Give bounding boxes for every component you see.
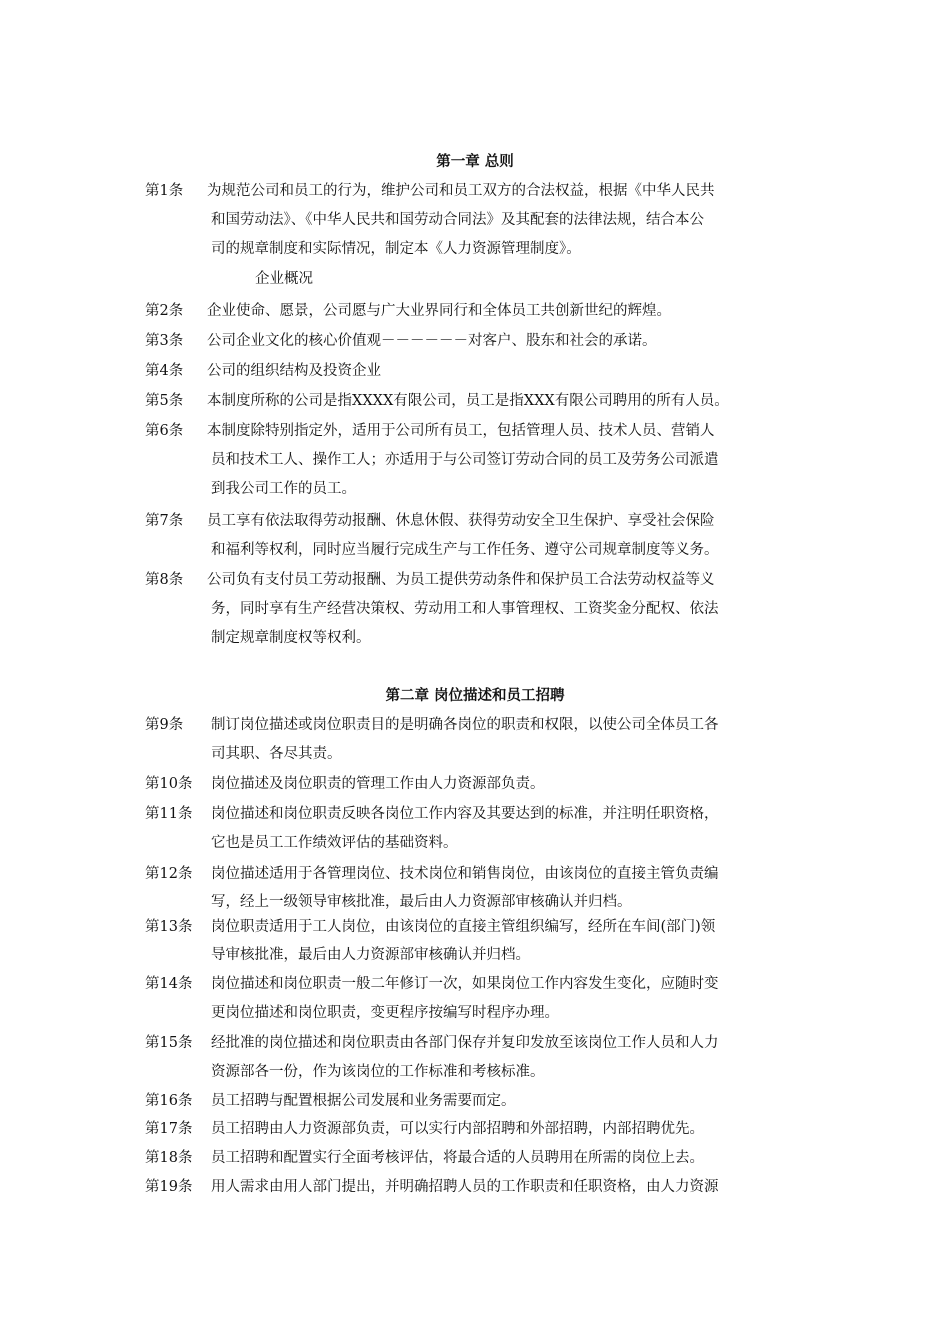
article-text-line: 员工招聘和配置实行全面考核评估，将最合适的人员聘用在所需的岗位上去。 [211,1150,704,1166]
article-text-line: 写，经上一级领导审核批准，最后由人力资源部审核确认并归档。 [211,894,632,910]
article-number: 第8条 [145,572,184,588]
article-text-line: 岗位描述适用于各管理岗位、技术岗位和销售岗位，由该岗位的直接主管负责编 [211,866,719,882]
chapter-2-title: 第二章 岗位描述和员工招聘 [385,687,565,704]
article-text-line: 岗位描述及岗位职责的管理工作由人力资源部负责。 [211,776,545,792]
article-number: 第2条 [145,303,184,319]
article-text-line: 岗位描述和岗位职责一般二年修订一次，如果岗位工作内容发生变化，应随时变 [211,976,719,992]
article-text-line: 员和技术工人、操作工人；亦适用于与公司签订劳动合同的员工及劳务公司派遣 [211,452,719,468]
article-number: 第9条 [145,717,184,733]
article-number: 第3条 [145,333,184,349]
article-text-line: 员工招聘与配置根据公司发展和业务需要而定。 [211,1093,516,1109]
article-number: 第11条 [145,806,193,822]
article-number: 第18条 [145,1150,193,1166]
article-text-line: 司的规章制度和实际情况，制定本《人力资源管理制度》。 [211,241,581,257]
article-text-line: 更岗位描述和岗位职责，变更程序按编写时程序办理。 [211,1005,559,1021]
article-number: 第10条 [145,776,193,792]
article-number: 第5条 [145,393,184,409]
article-text-line: 务，同时享有生产经营决策权、劳动用工和人事管理权、工资奖金分配权、依法 [211,601,719,617]
article-number: 第16条 [145,1093,193,1109]
article-text-line: 和福利等权利，同时应当履行完成生产与工作任务、遵守公司规章制度等义务。 [211,542,719,558]
article-number: 第7条 [145,513,184,529]
article-text-line: 公司企业文化的核心价值观－－－－－－对客户、股东和社会的承诺。 [207,333,657,349]
article-text-line: 它也是员工工作绩效评估的基础资料。 [211,835,458,851]
article-text-line: 导审核批准，最后由人力资源部审核确认并归档。 [211,947,530,963]
article-text-line: 资源部各一份，作为该岗位的工作标准和考核标准。 [211,1064,545,1080]
article-text-line: 司其职、各尽其责。 [211,746,342,762]
article-text-line: 到我公司工作的员工。 [211,481,356,497]
article-number: 第17条 [145,1121,193,1137]
article-number: 第13条 [145,919,193,935]
article-text-line: 员工享有依法取得劳动报酬、休息休假、获得劳动安全卫生保护、享受社会保险 [207,513,715,529]
article-text-line: 本制度所称的公司是指XXXX有限公司，员工是指XXX有限公司聘用的所有人员。 [207,393,729,409]
article-number: 第4条 [145,363,184,379]
article-number: 第1条 [145,183,184,199]
section-subheading: 企业概况 [255,271,313,287]
article-text-line: 岗位描述和岗位职责反映各岗位工作内容及其要达到的标准，并注明任职资格， [211,806,719,822]
article-text-line: 制订岗位描述或岗位职责目的是明确各岗位的职责和权限，以使公司全体员工各 [211,717,719,733]
article-text-line: 岗位职责适用于工人岗位，由该岗位的直接主管组织编写，经所在车间(部门)领 [211,919,716,935]
article-text-line: 制定规章制度权等权利。 [211,630,371,646]
article-text-line: 用人需求由用人部门提出，并明确招聘人员的工作职责和任职资格，由人力资源 [211,1179,719,1195]
article-text-line: 经批准的岗位描述和岗位职责由各部门保存并复印发放至该岗位工作人员和人力 [211,1035,719,1051]
chapter-1-title: 第一章 总则 [436,153,514,170]
article-text-line: 公司负有支付员工劳动报酬、为员工提供劳动条件和保护员工合法劳动权益等义 [207,572,715,588]
article-text-line: 员工招聘由人力资源部负责，可以实行内部招聘和外部招聘，内部招聘优先。 [211,1121,704,1137]
article-number: 第6条 [145,423,184,439]
article-number: 第12条 [145,866,193,882]
article-text-line: 和国劳动法》、《中华人民共和国劳动合同法》及其配套的法律法规，结合本公 [211,212,704,228]
article-text-line: 本制度除特别指定外，适用于公司所有员工，包括管理人员、技术人员、营销人 [207,423,715,439]
article-text-line: 企业使命、愿景，公司愿与广大业界同行和全体员工共创新世纪的辉煌。 [207,303,671,319]
article-number: 第19条 [145,1179,193,1195]
article-text-line: 为规范公司和员工的行为，维护公司和员工双方的合法权益，根据《中华人民共 [207,183,715,199]
article-text-line: 公司的组织结构及投资企业 [207,363,381,379]
article-number: 第15条 [145,1035,193,1051]
article-number: 第14条 [145,976,193,992]
